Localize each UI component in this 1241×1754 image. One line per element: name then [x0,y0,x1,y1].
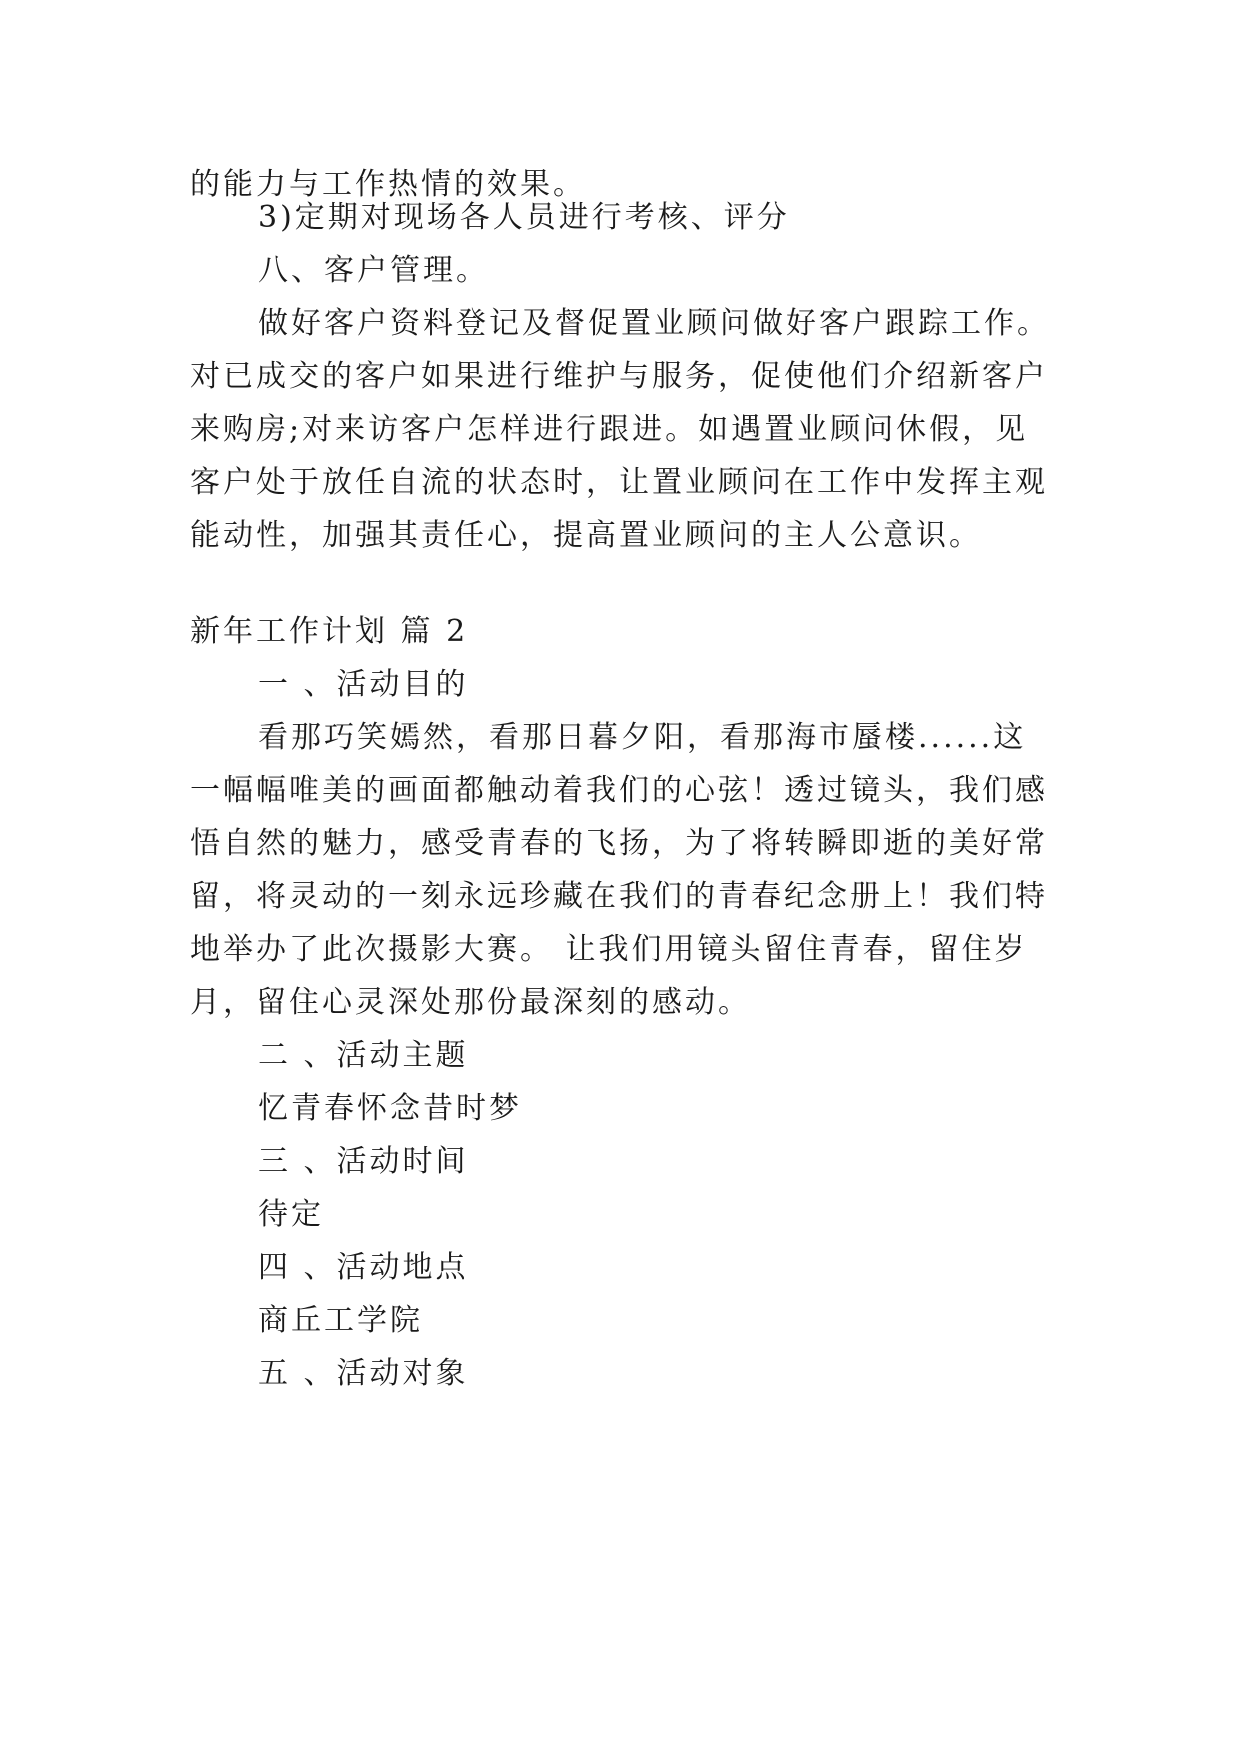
section-heading: 一 、活动目的 [258,667,469,702]
paragraph-line: 客户处于放任自流的状态时，让置业顾问在工作中发挥主观 [190,465,1048,500]
paragraph-line: 对已成交的客户如果进行维护与服务，促使他们介绍新客户 [190,359,1048,394]
paragraph-line: 留，将灵动的一刻永远珍藏在我们的青春纪念册上！我们特 [190,879,1048,914]
text-line: 忆青春怀念昔时梦 [258,1091,522,1126]
paragraph-line: 一幅幅唯美的画面都触动着我们的心弦！透过镜头，我们感 [190,773,1048,808]
text-line: 的能力与工作热情的效果。 [190,167,586,202]
section-heading: 八、客户管理。 [258,253,489,288]
section-heading: 四 、活动地点 [258,1250,469,1285]
paragraph-line: 看那巧笑嫣然，看那日暮夕阳，看那海市蜃楼......这 [258,720,1027,755]
paragraph-line: 悟自然的魅力，感受青春的飞扬，为了将转瞬即逝的美好常 [190,826,1048,861]
section-heading: 三 、活动时间 [258,1144,469,1179]
paragraph-line: 地举办了此次摄影大赛。 让我们用镜头留住青春，留住岁 [190,932,1028,967]
document-title: 新年工作计划 篇 2 [190,614,469,649]
paragraph-line: 月，留住心灵深处那份最深刻的感动。 [190,985,751,1020]
paragraph-line: 来购房;对来访客户怎样进行跟进。如遇置业顾问休假，见 [190,412,1029,447]
text-line: 商丘工学院 [258,1303,423,1338]
section-heading: 二 、活动主题 [258,1038,469,1073]
paragraph-line: 做好客户资料登记及督促置业顾问做好客户跟踪工作。 [258,306,1050,341]
list-item: 3)定期对现场各人员进行考核、评分 [258,200,790,235]
text-line: 待定 [258,1197,324,1232]
section-heading: 五 、活动对象 [258,1356,469,1391]
paragraph-line: 能动性，加强其责任心，提高置业顾问的主人公意识。 [190,518,982,553]
